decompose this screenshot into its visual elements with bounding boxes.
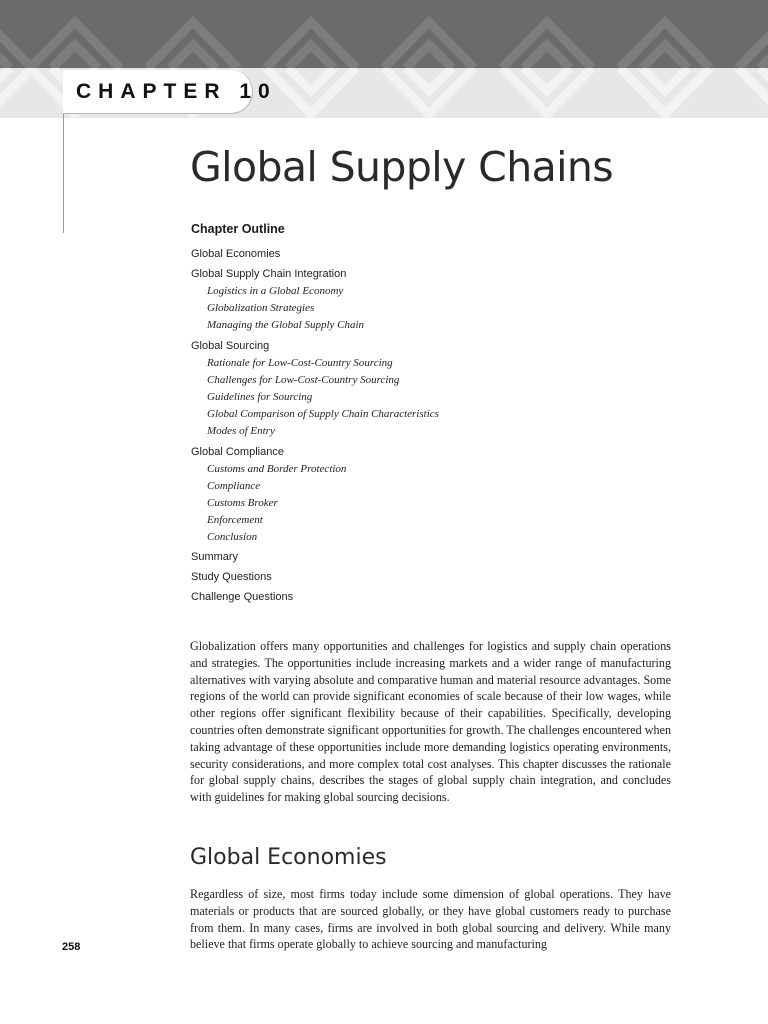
outline-heading: Chapter Outline xyxy=(191,222,285,236)
page-number: 258 xyxy=(62,941,81,953)
header-band-dark xyxy=(0,0,768,68)
outline-item-summary: Summary xyxy=(191,551,239,563)
chapter-label: CHAPTER 10 xyxy=(76,80,277,103)
outline-subitem: Enforcement xyxy=(207,514,263,526)
intro-paragraph: Globalization offers many opportunities and challenges for logistics and supply chain operations and strategies. The opportunities include increasing markets and a wider range of manufacturing alternatives with varying absolute and comparative human and material resource advantages. Some regions of the world can provide significant economies of scale because of their low wages, while other regions offer significant flexibility because of their capabilities. Specifically, developing countries often demonstrate significant opportunities for growth. The challenges encountered when taking advantage of these opportunities include more demanding logistics operating environments, security considerations, and more complex total cost analyses. This chapter discusses the rationale for global supply chains, describes the stages of global supply chain integration, and concludes with guidelines for making global sourcing decisions. xyxy=(190,639,671,805)
outline-subitem: Guidelines for Sourcing xyxy=(207,391,313,403)
outline-item-challenge-questions: Challenge Questions xyxy=(191,591,294,603)
outline-subitem: Conclusion xyxy=(207,531,258,543)
outline-subitem: Global Comparison of Supply Chain Characteristics xyxy=(207,408,439,420)
outline-subitem: Globalization Strategies xyxy=(207,302,315,314)
outline-subitem: Rationale for Low-Cost-Country Sourcing xyxy=(207,357,393,369)
outline-subitem: Logistics in a Global Economy xyxy=(207,285,344,297)
outline-item-global-supply-chain-integration: Global Supply Chain Integration xyxy=(191,268,347,280)
outline-subitem: Compliance xyxy=(207,480,261,492)
outline-subitem: Managing the Global Supply Chain xyxy=(207,319,365,331)
outline-subitem: Modes of Entry xyxy=(207,425,275,437)
section-body: Regardless of size, most firms today include some dimension of global operations. They have materials or products that are sourced globally, or they have global customers ready to purchase from them. In many cases, firms are involved in both global sourcing and delivery. While many believe that firms operate globally to achieve sourcing and manufacturing xyxy=(190,887,671,952)
outline-subitem: Customs Broker xyxy=(207,497,278,509)
outline-subitem: Customs and Border Protection xyxy=(207,463,347,475)
outline-item-global-economies: Global Economies xyxy=(191,248,281,260)
outline-item-global-sourcing: Global Sourcing xyxy=(191,340,270,352)
page-title: Global Supply Chains xyxy=(190,143,614,191)
outline-subitem: Challenges for Low-Cost-Country Sourcing xyxy=(207,374,400,386)
section-heading: Global Economies xyxy=(190,845,387,870)
outline-item-global-compliance: Global Compliance xyxy=(191,446,284,458)
header-pattern-dark xyxy=(0,0,768,68)
outline-item-study-questions: Study Questions xyxy=(191,571,272,583)
